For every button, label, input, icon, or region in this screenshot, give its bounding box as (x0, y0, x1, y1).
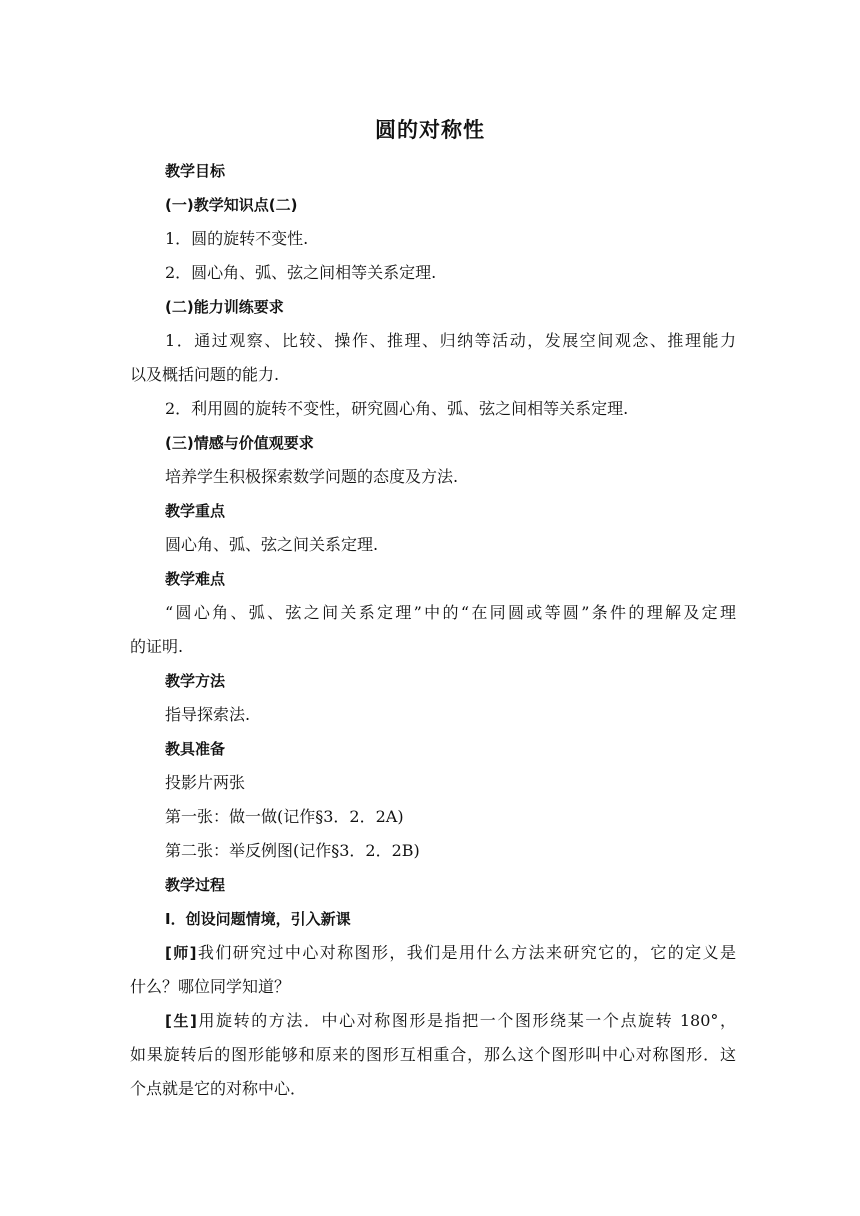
paragraph-line: “圆心角、弧、弦之间关系定理”中的“在同圆或等圆”条件的理解及定理 (165, 603, 736, 622)
dialogue-line-teacher (130, 936, 736, 970)
subheading-knowledge-points: (一)教学知识点(二) (165, 196, 298, 214)
paragraph-line: 1．圆的旋转不变性. (165, 229, 309, 248)
section-heading-intro: Ⅰ．创设问题情境，引入新课 (165, 910, 351, 928)
heading-teaching-goals: 教学目标 (165, 162, 226, 180)
speaker-tag-student: [生] (165, 1012, 197, 1030)
heading-teaching-aids: 教具准备 (165, 740, 226, 758)
paragraph-line: 的证明. (130, 637, 184, 656)
paragraph-line: 什么？哪位同学知道？ (130, 977, 291, 996)
paragraph-line: 1．通过观察、比较、操作、推理、归纳等活动，发展空间观念、推理能力 (165, 331, 736, 350)
paragraph-line: 圆心角、弧、弦之间关系定理. (165, 535, 379, 554)
dialogue-text: 用旋转的方法．中心对称图形是指把一个图形绕某一个点旋转 180°， (196, 1011, 736, 1030)
speaker-tag-teacher: [师] (165, 944, 197, 962)
dialogue-line-student (130, 1004, 736, 1038)
paragraph-line: 培养学生积极探索数学问题的态度及方法. (165, 467, 459, 486)
heading-difficulties: 教学难点 (165, 570, 226, 588)
paragraph-line: 以及概括问题的能力. (130, 365, 280, 384)
heading-teaching-method: 教学方法 (165, 672, 226, 690)
paragraph-line: 个点就是它的对称中心． (130, 1079, 307, 1098)
paragraph-line: 第二张：举反例图(记作§3．2．2B) (165, 841, 420, 860)
dialogue-text: 我们研究过中心对称图形，我们是用什么方法来研究它的，它的定义是 (196, 943, 736, 962)
subheading-ability-requirements: (二)能力训练要求 (165, 298, 284, 316)
subheading-emotion-values: (三)情感与价值观要求 (165, 434, 314, 452)
document-body (130, 154, 736, 1106)
paragraph-line: 2．圆心角、弧、弦之间相等关系定理. (165, 263, 437, 282)
paragraph-line: 如果旋转后的图形能够和原来的图形互相重合，那么这个图形叫中心对称图形．这 (130, 1045, 736, 1064)
heading-teaching-process: 教学过程 (165, 876, 226, 894)
paragraph-line: 投影片两张 (165, 773, 246, 792)
page-title: 圆的对称性 (375, 118, 485, 142)
heading-key-points: 教学重点 (165, 502, 226, 520)
paragraph-line: 指导探索法. (165, 705, 251, 724)
paragraph-line: 第一张：做一做(记作§3．2．2A) (165, 807, 404, 826)
paragraph-line: 2．利用圆的旋转不变性，研究圆心角、弧、弦之间相等关系定理. (165, 399, 629, 418)
